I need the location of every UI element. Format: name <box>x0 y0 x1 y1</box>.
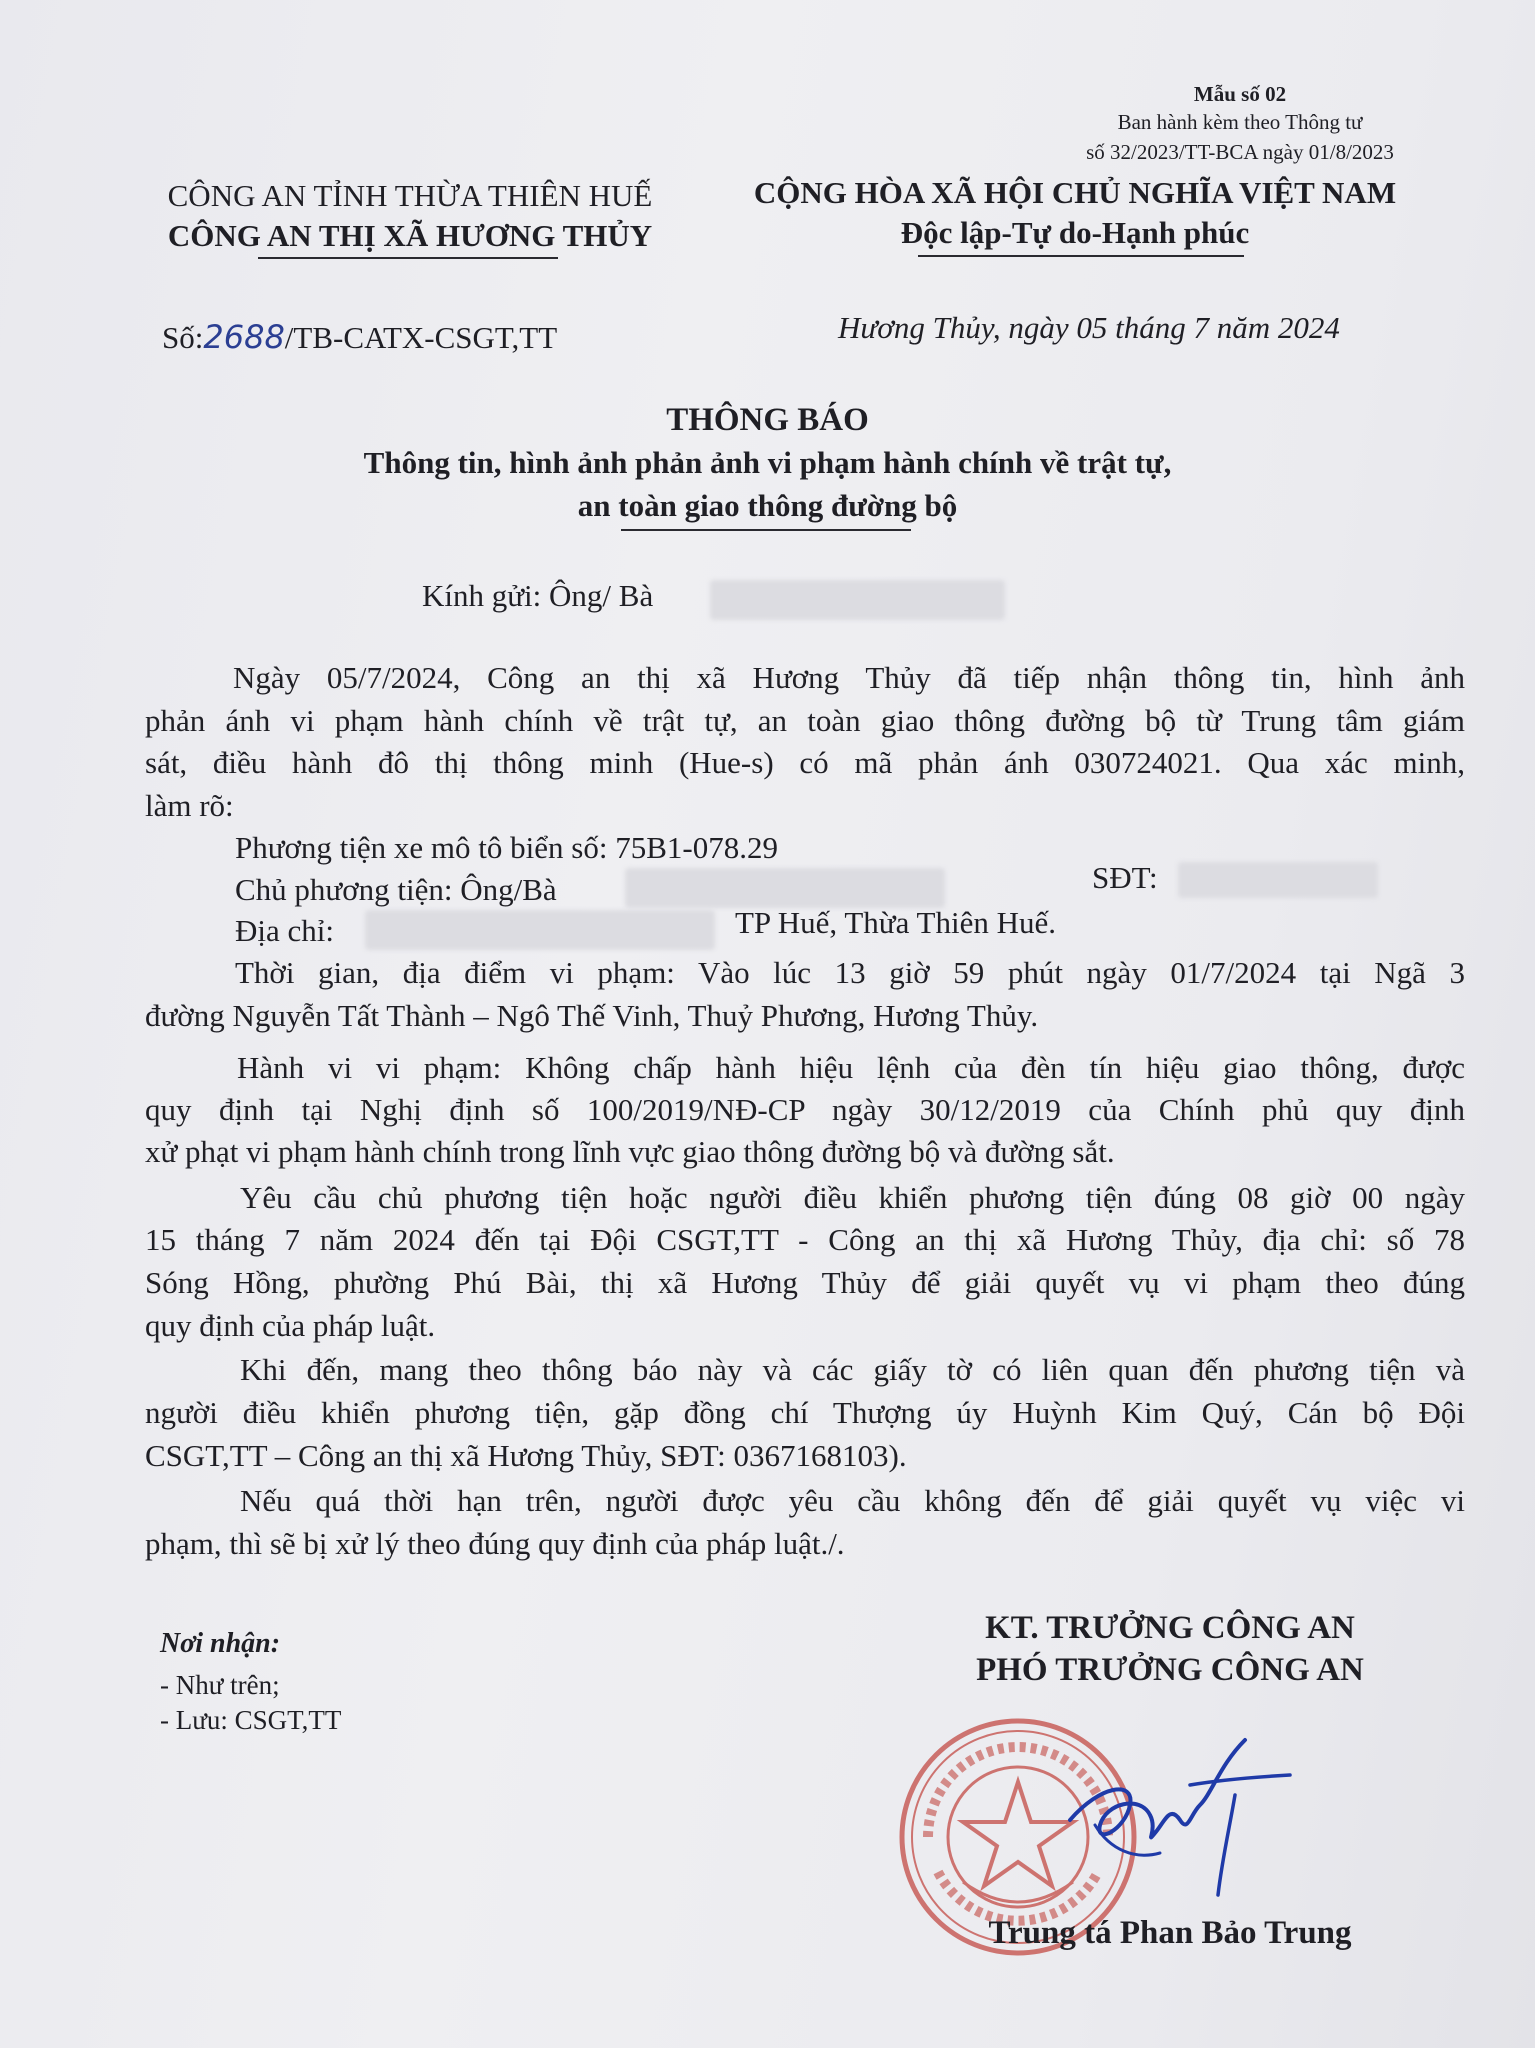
recipients-item: - Như trên; <box>160 1670 280 1700</box>
reference-number <box>162 318 557 356</box>
body-line: CSGT,TT – Công an thị xã Hương Thủy, SĐT: 0367168103). <box>145 1438 907 1473</box>
body-line: người điều khiển phương tiện, gặp đồng chí Thượng úy Huỳnh Kim Quý, Cán bộ Đội <box>145 1395 1465 1430</box>
body-line: sát, điều hành đô thị thông minh (Hue-s) có mã phản ánh 030724021. Qua xác minh, <box>145 745 1465 780</box>
recipients-heading: Nơi nhận: <box>160 1628 281 1659</box>
body-line: quy định tại Nghị định số 100/2019/NĐ-CP ngày 30/12/2019 của Chính phủ quy định <box>145 1092 1465 1127</box>
redacted-recipient-name <box>710 580 1005 620</box>
signature-title-line2: PHÓ TRƯỞNG CÔNG AN <box>976 1652 1364 1688</box>
body-line: Ngày 05/7/2024, Công an thị xã Hương Thủy đã tiếp nhận thông tin, hình ảnh <box>233 660 1465 695</box>
redacted-address <box>365 910 715 950</box>
redacted-phone <box>1178 862 1378 898</box>
body-line: xử phạt vi phạm hành chính trong lĩnh vực giao thông đường bộ và đường sắt. <box>145 1134 1115 1169</box>
body-line: làm rõ: <box>145 788 234 823</box>
body-line: Hành vi vi phạm: Không chấp hành hiệu lệnh của đèn tín hiệu giao thông, được <box>237 1050 1465 1085</box>
recipients-item: - Lưu: CSGT,TT <box>160 1705 342 1735</box>
body-line: Khi đến, mang theo thông báo này và các giấy tờ có liên quan đến phương tiện và <box>240 1352 1465 1387</box>
form-issued-line1: Ban hành kèm theo Thông tư <box>1117 110 1363 134</box>
country-name: CỘNG HÒA XÃ HỘI CHỦ NGHĨA VIỆT NAM <box>753 175 1397 210</box>
title-underline <box>621 529 911 531</box>
address-label: Địa chỉ: <box>235 913 334 948</box>
redacted-owner-name <box>625 868 945 908</box>
document-title: THÔNG BÁO <box>666 402 869 438</box>
handwritten-signature-icon <box>1040 1725 1300 1905</box>
reference-prefix: Số: <box>162 320 204 355</box>
body-line: Thời gian, địa điểm vi phạm: Vào lúc 13 giờ 59 phút ngày 01/7/2024 tại Ngã 3 <box>235 955 1465 990</box>
form-number: Mẫu số 02 <box>1193 82 1287 106</box>
address-tail: TP Huế, Thừa Thiên Huế. <box>735 905 1057 940</box>
national-motto: Độc lập-Tự do-Hạnh phúc <box>900 215 1250 250</box>
document-subtitle-line2: an toàn giao thông đường bộ <box>577 488 958 523</box>
form-issued-line2: số 32/2023/TT-BCA ngày 01/8/2023 <box>1086 140 1394 164</box>
body-line: quy định của pháp luật. <box>145 1308 436 1343</box>
agency-underline <box>258 257 558 259</box>
body-line: Nếu quá thời hạn trên, người được yêu cầu không đến để giải quyết vụ việc vi <box>240 1483 1465 1518</box>
body-line: phạm, thì sẽ bị xử lý theo đúng quy định của pháp luật./. <box>145 1526 845 1561</box>
signer-name: Trung tá Phan Bảo Trung <box>988 1915 1352 1951</box>
phone-label: SĐT: <box>1092 860 1158 895</box>
agency-name: CÔNG AN THỊ XÃ HƯƠNG THỦY <box>167 218 653 253</box>
handwritten-number: 2688 <box>203 318 285 356</box>
signature-title-line1: KT. TRƯỞNG CÔNG AN <box>985 1610 1355 1646</box>
body-line: Yêu cầu chủ phương tiện hoặc người điều khiển phương tiện đúng 08 giờ 00 ngày <box>240 1180 1465 1215</box>
vehicle-plate: Phương tiện xe mô tô biển số: 75B1-078.29 <box>235 830 778 865</box>
recipient-label: Kính gửi: Ông/ Bà <box>422 578 654 613</box>
body-line: Sóng Hồng, phường Phú Bài, thị xã Hương Thủy để giải quyết vụ vi phạm theo đúng <box>145 1265 1465 1300</box>
document-subtitle-line1: Thông tin, hình ảnh phản ảnh vi phạm hành chính về trật tự, <box>363 445 1172 480</box>
owner-label: Chủ phương tiện: Ông/Bà <box>235 872 557 907</box>
body-line: đường Nguyễn Tất Thành – Ngô Thế Vinh, Thuỷ Phương, Hương Thủy. <box>145 998 1039 1033</box>
body-line: 15 tháng 7 năm 2024 đến tại Đội CSGT,TT - Công an thị xã Hương Thủy, địa chỉ: số 78 <box>145 1222 1465 1257</box>
agency-parent: CÔNG AN TỈNH THỪA THIÊN HUẾ <box>167 178 653 213</box>
body-line: phản ánh vi phạm hành chính về trật tự, an toàn giao thông đường bộ từ Trung tâm giám <box>145 703 1465 738</box>
motto-underline <box>918 255 1244 257</box>
date-place: Hương Thủy, ngày 05 tháng 7 năm 2024 <box>838 310 1340 345</box>
reference-code: /TB-CATX-CSGT,TT <box>284 320 558 355</box>
